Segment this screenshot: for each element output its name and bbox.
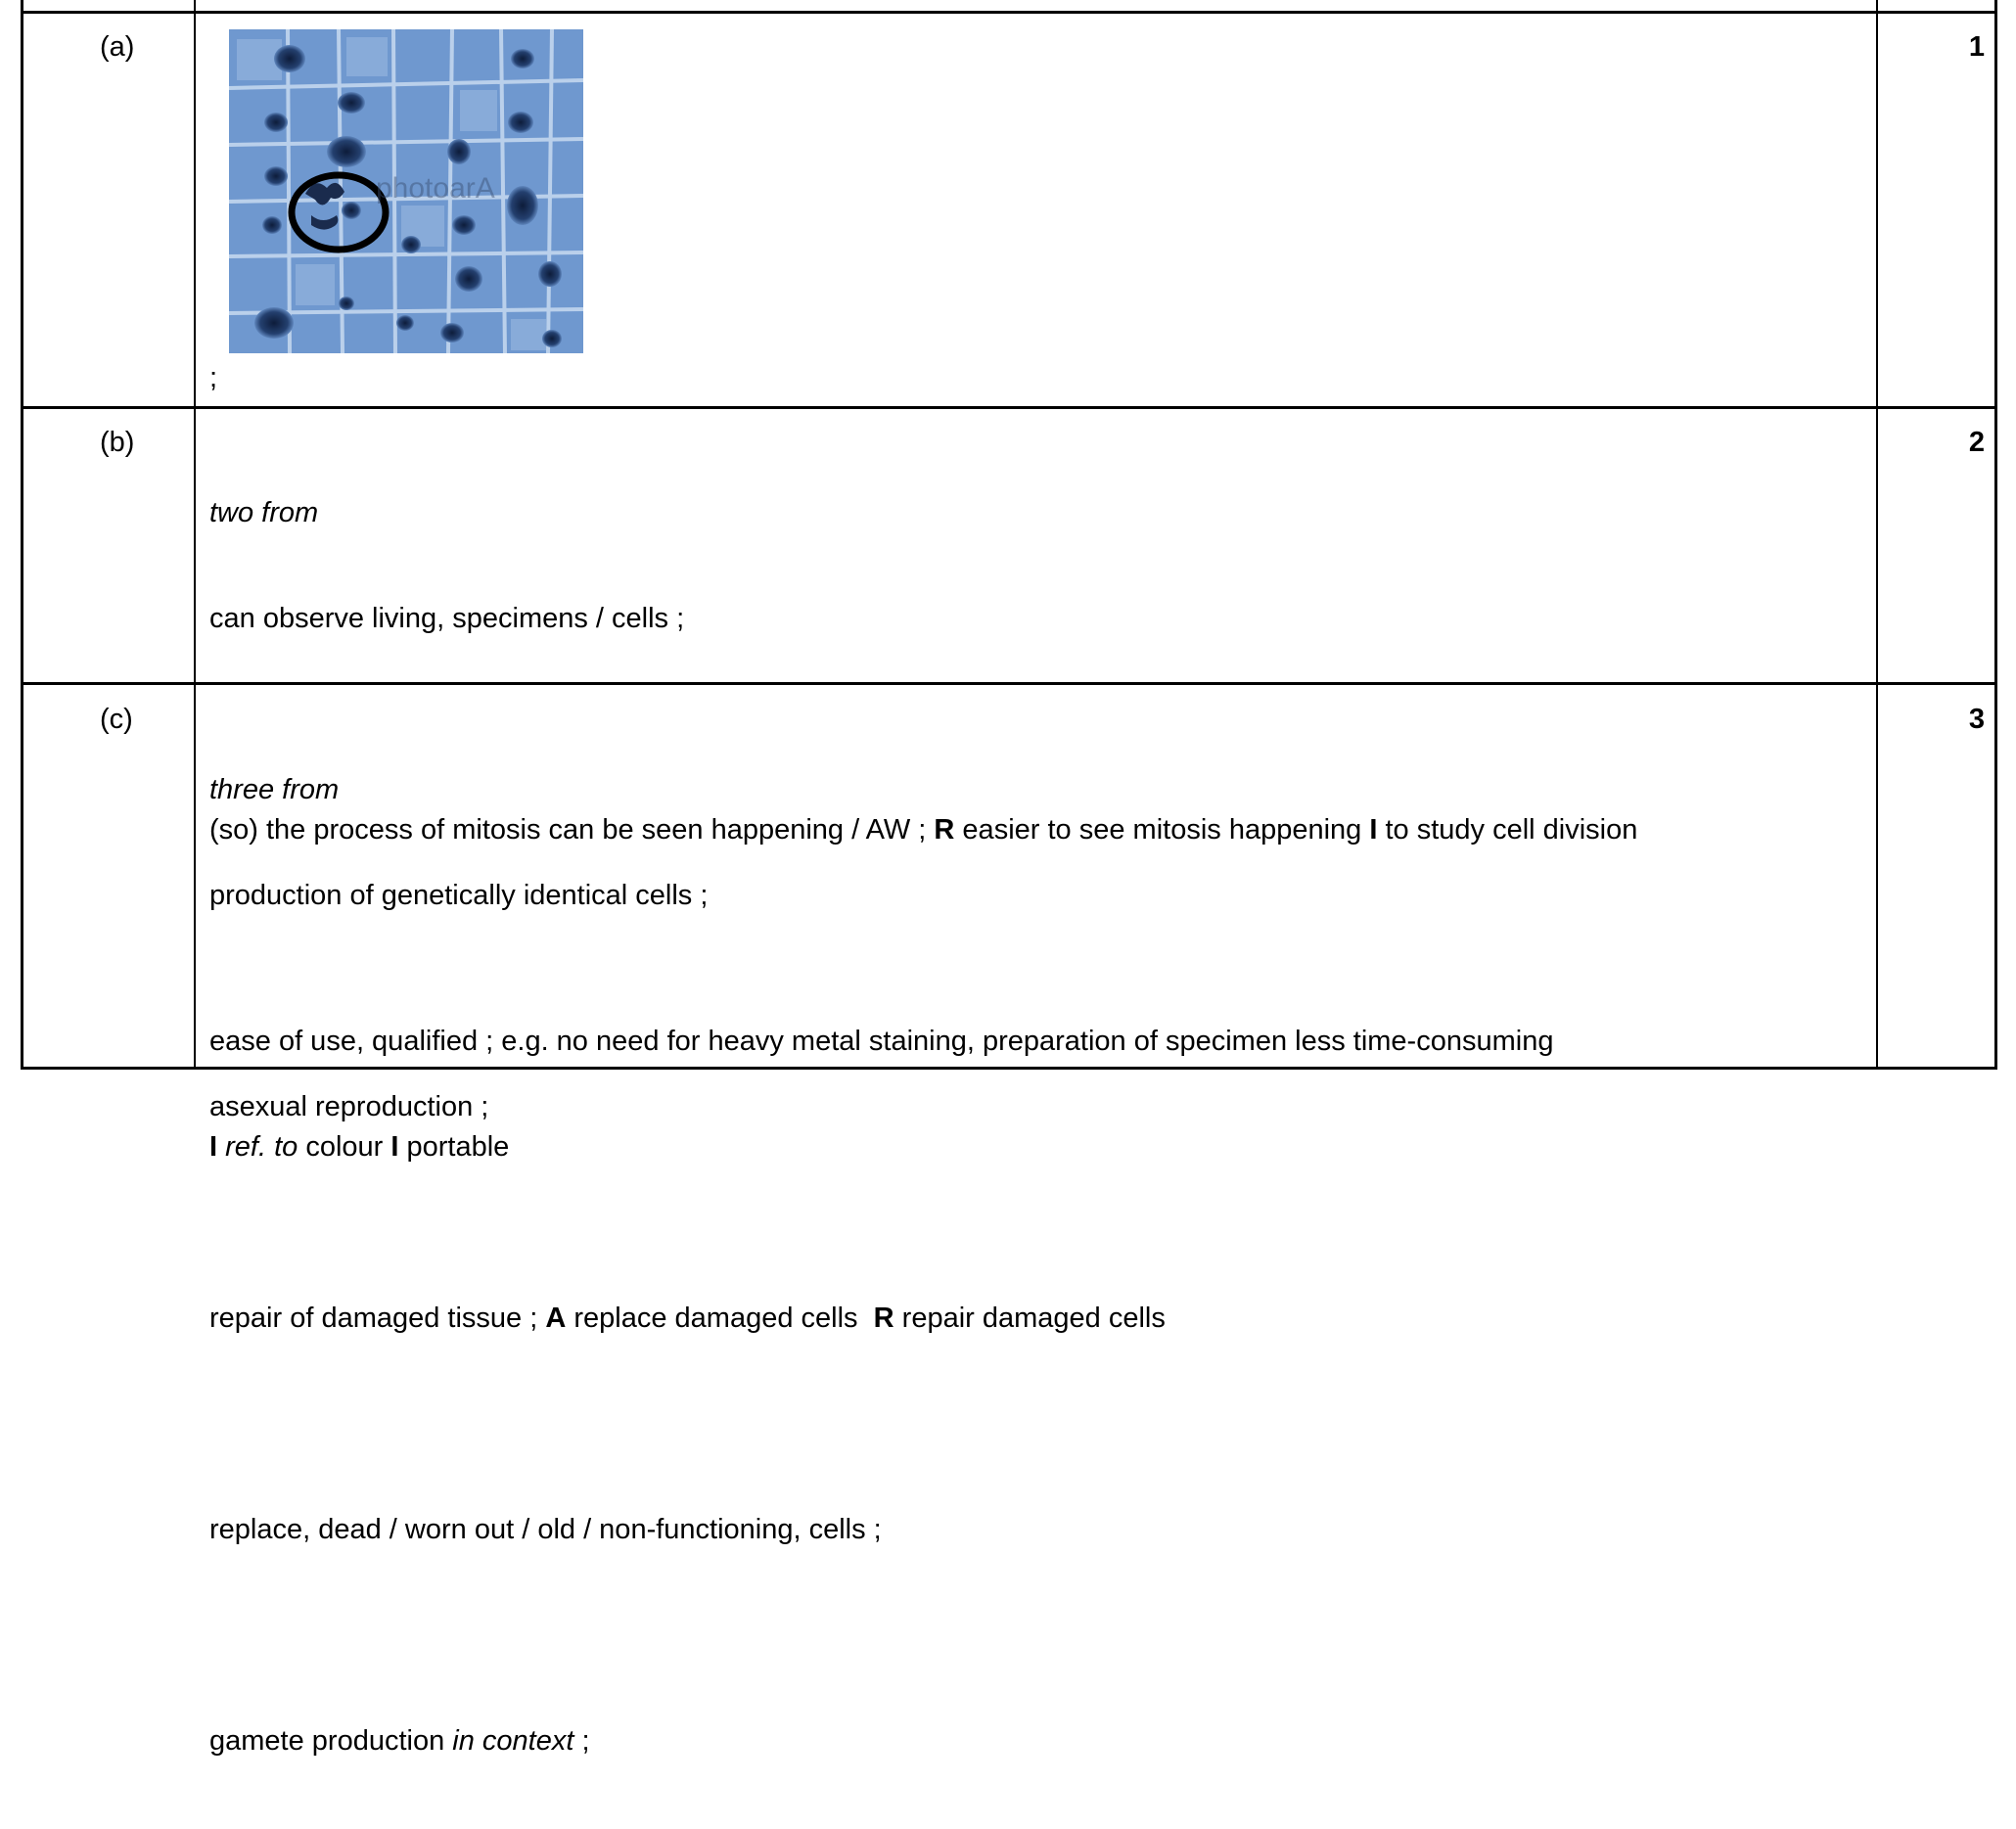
answer-lead: two from — [209, 497, 319, 528]
answer-terminator: ; — [209, 362, 218, 393]
column-divider — [194, 0, 196, 1067]
answer-point: repair of damaged tissue ; A replace damaged cells R repair damaged cells — [209, 1303, 1166, 1334]
row-divider — [23, 11, 1994, 14]
answer-note: I ref. to colour I portable — [209, 1131, 510, 1163]
part-label: (b) — [100, 427, 135, 458]
mark-value: 1 — [1968, 31, 1985, 63]
mark-value: 2 — [1968, 427, 1985, 458]
column-divider — [1876, 0, 1878, 1067]
watermark-text: photoarA — [376, 172, 495, 205]
mark-value: 3 — [1968, 704, 1985, 735]
row-divider — [23, 406, 1994, 409]
micrograph-image — [229, 29, 583, 353]
answer-point: replace, dead / worn out / old / non-functioning, cells ; — [209, 1514, 882, 1545]
part-label: (c) — [100, 704, 133, 735]
answer-point: gamete production in context ; — [209, 1725, 590, 1757]
answer-lead: three from — [209, 774, 340, 805]
answer-point: production of genetically identical cells ; — [209, 880, 709, 911]
answer-point: asexual reproduction ; — [209, 1091, 489, 1122]
answer-point: (so) the process of mitosis can be seen happening / AW ; R easier to see mitosis happening I to study cell division — [209, 814, 1638, 846]
answer-text — [209, 702, 1873, 1829]
answer-point: ease of use, qualified ; e.g. no need for heavy metal staining, preparation of specimen less time-consuming — [209, 1026, 1554, 1057]
answer-point: can observe living, specimens / cells ; — [209, 603, 685, 634]
mark-scheme-table — [21, 0, 1997, 1757]
part-label: (a) — [100, 31, 135, 63]
